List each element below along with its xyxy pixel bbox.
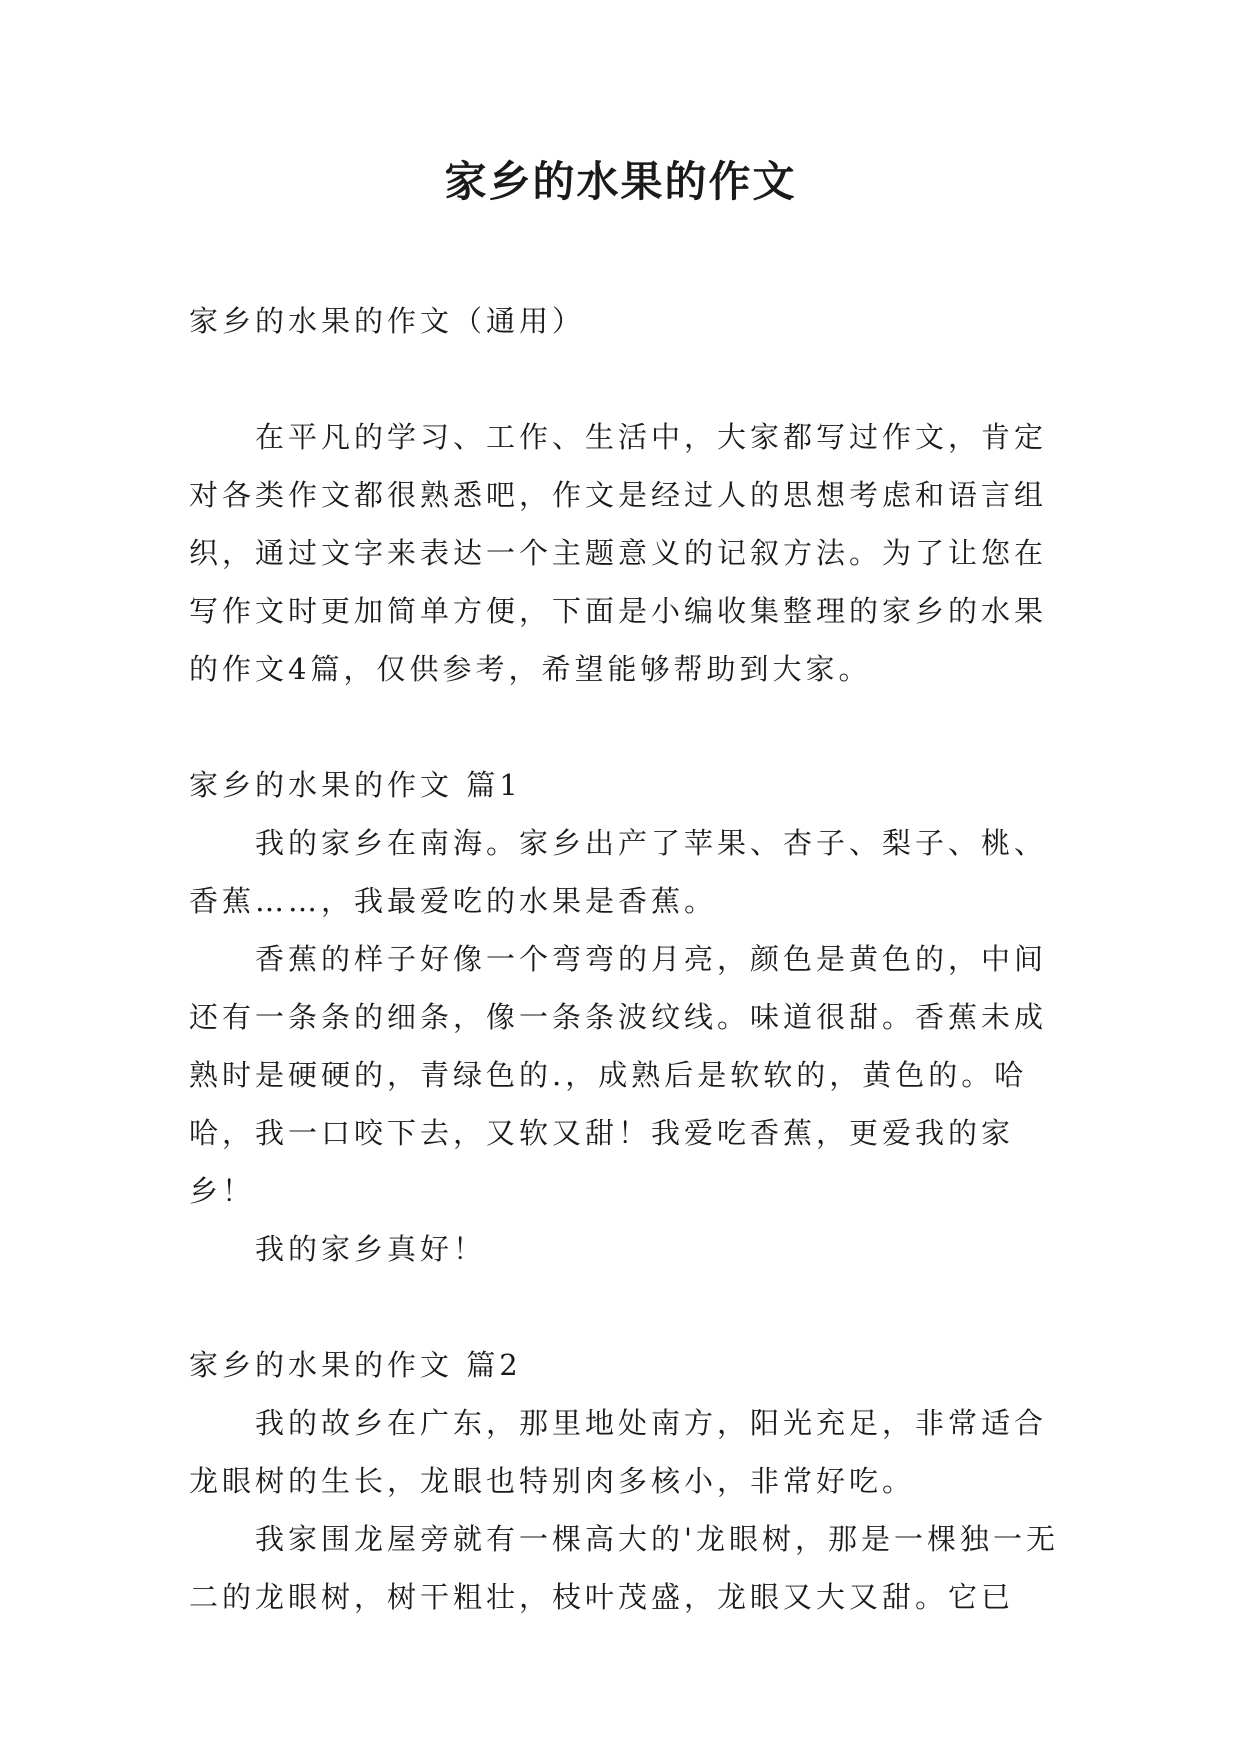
- document-body: [189, 292, 1069, 1626]
- section-1-paragraph-3: 我的家乡真好！: [255, 1232, 487, 1266]
- spacer: [189, 350, 1069, 408]
- section-heading-2: 家乡的水果的作文 篇2: [189, 1348, 522, 1382]
- document-title: 家乡的水果的作文: [444, 157, 797, 206]
- spacer: [189, 1278, 1069, 1336]
- section-1-paragraph-2: 香蕉的样子好像一个弯弯的月亮，颜色是黄色的，中间还有一条条的细条，像一条条波纹线。味道很甜。香蕉未成熟时是硬硬的，青绿色的.，成熟后是软软的，黄色的。哈哈，我一口咬下去，又软又甜！我爱吃香蕉，更爱我的家乡！: [189, 942, 1048, 1208]
- section-2-paragraph-1: 我的故乡在广东，那里地处南方，阳光充足，非常适合龙眼树的生长，龙眼也特别肉多核小，非常好吃。: [189, 1406, 1048, 1498]
- intro-paragraph: 在平凡的学习、工作、生活中，大家都写过作文，肯定对各类作文都很熟悉吧，作文是经过人的思想考虑和语言组织，通过文字来表达一个主题意义的记叙方法。为了让您在写作文时更加简单方便，下面是小编收集整理的家乡的水果的作文4篇，仅供参考，希望能够帮助到大家。: [189, 420, 1048, 686]
- document-subtitle: 家乡的水果的作文（通用）: [189, 304, 586, 338]
- section-2-paragraph-2: 我家围龙屋旁就有一棵高大的'龙眼树，那是一棵独一无二的龙眼树，树干粗壮，枝叶茂盛，龙眼又大又甜。它已: [189, 1522, 1059, 1614]
- spacer: [189, 698, 1069, 756]
- section-heading-1: 家乡的水果的作文 篇1: [189, 768, 522, 802]
- section-1-paragraph-1: 我的家乡在南海。家乡出产了苹果、杏子、梨子、桃、香蕉……，我最爱吃的水果是香蕉。: [189, 826, 1048, 918]
